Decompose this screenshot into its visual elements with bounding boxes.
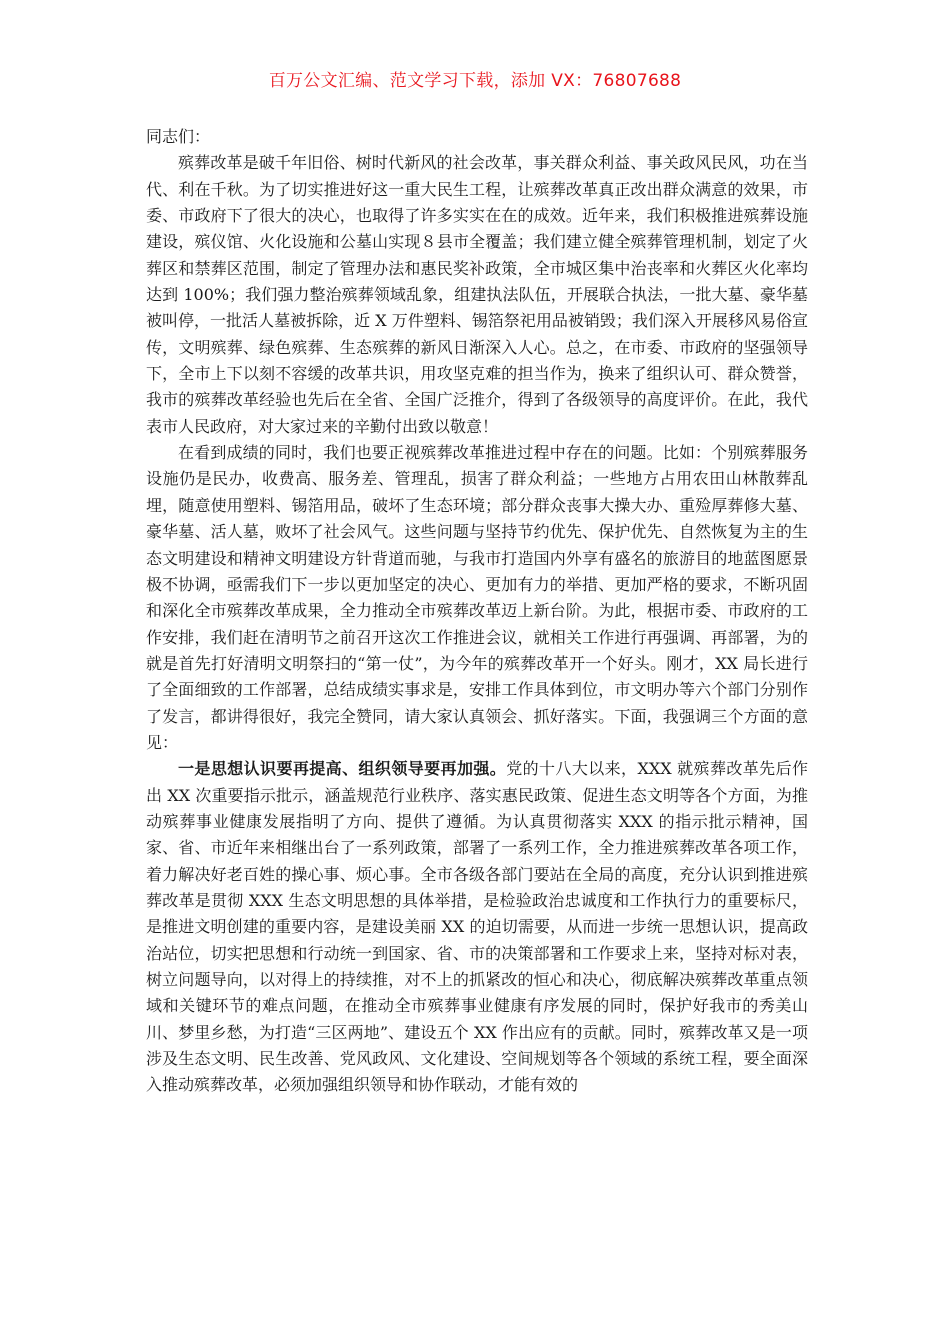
point-one-text: 党的十八大以来，XXX 就殡葬改革先后作出 XX 次重要指示批示，涵盖规范行业秩序、落实惠民政策、促进生态文明等各个方面，为推动殡葬事业健康发展指明了方向、提供了遵循。为认真贯彻落实 XXX 的指示批示精神，国家、省、市近年来相继出台了一系列政策，部署了一系列工作，全力推进殡葬改革各项工作，着力解决好老百姓的操心事、烦心事。全市各级各部门要站在全局的高度，充分认识到推进殡葬改革是贯彻 XXX 生态文明思想的具体举措，是检验政治忠诚度和工作执行力的重要标尺，是推进文明创建的重要内容，是建设美丽 XX 的迫切需要，从而进一步统一思想认识，提高政治站位，切实把思想和行动统一到国家、省、市的决策部署和工作要求上来，坚持对标对表，树立问题导向，以对得上的持续推，对不上的抓紧改的恒心和决心，彻底解决殡葬改革重点领域和关键环节的难点问题，在推动全市殡葬事业健康有序发展的同时，保护好我市的秀美山川、梦里乡愁，为打造“三区两地”、建设五个 XX 作出应有的贡献。同时，殡葬改革又是一项涉及生态文明、民生改善、党风政风、文化建设、空间规划等各个领域的系统工程，要全面深入推动殡葬改革，必须加强组织领导和协作联动，才能有效的: [146, 759, 808, 1095]
paragraph-problems-text: 在看到成绩的同时，我们也要正视殡葬改革推进过程中存在的问题。比如：个别殡葬服务设施仍是民办，收费高、服务差、管理乱，损害了群众利益；一些地方占用农田山林散葬乱埋，随意使用塑料、锡箔用品，破坏了生态环境；部分群众丧事大操大办、重殓厚葬修大墓、豪华墓、活人墓，败坏了社会风气。这些问题与坚持节约优先、保护优先、自然恢复为主的生态文明建设和精神文明建设方针背道而驰，与我市打造国内外享有盛名的旅游目的地蓝图愿景极不协调，亟需我们下一步以更加坚定的决心、更加有力的举措、更加严格的要求，不断巩固和深化全市殡葬改革成果，全力推动全市殡葬改革迈上新台阶。为此，根据市委、市政府的工作安排，我们赶在清明节之前召开这次工作推进会议，就相关工作进行再强调、再部署，为的就是首先打好清明文明祭扫的“第一仗”，为今年的殡葬改革开一个好头。刚才，XX 局长进行了全面细致的工作部署，总结成绩实事求是，安排工作具体到位，市文明办等六个部门分别作了发言，都讲得很好，我完全赞同，请大家认真领会、抓好落实。下面，我强调三个方面的意见：: [146, 443, 808, 752]
paragraph-problems: [146, 440, 808, 756]
paragraph-point-one: [146, 756, 808, 1098]
paragraph-achievements: 殡葬改革是破千年旧俗、树时代新风的社会改革，事关群众利益、事关政风民风，功在当代、利在千秋。为了切实推进好这一重大民生工程，让殡葬改革真正改出群众满意的效果，市委、市政府下了很大的决心，也取得了许多实实在在的成效。近年来，我们积极推进殡葬设施建设，殡仪馆、火化设施和公墓山实现８县市全覆盖；我们建立健全殡葬管理机制，划定了火葬区和禁葬区范围，制定了管理办法和惠民奖补政策，全市城区集中治丧率和火葬区火化率均达到 100%；我们强力整治殡葬领域乱象，组建执法队伍，开展联合执法，一批大墓、豪华墓被叫停，一批活人墓被拆除，近 X 万件塑料、锡箔祭祀用品被销毁；我们深入开展移风易俗宣传，文明殡葬、绿色殡葬、生态殡葬的新风日渐深入人心。总之，在市委、市政府的坚强领导下，全市上下以刻不容缓的改革共识，用攻坚克难的担当作为，换来了组织认可、群众赞誉，我市的殡葬改革经验也先后在全省、全国广泛推介，得到了各级领导的高度评价。在此，我代表市人民政府，对大家过来的辛勤付出致以敬意！: [146, 153, 808, 436]
salutation: 同志们：: [146, 127, 211, 146]
document-body: [146, 124, 808, 1099]
watermark-header: 百万公文汇编、范文学习下载，添加 VX：76807688: [268, 71, 682, 91]
point-one-heading: 一是思想认识要再提高、组织领导要再加强。: [178, 759, 507, 779]
